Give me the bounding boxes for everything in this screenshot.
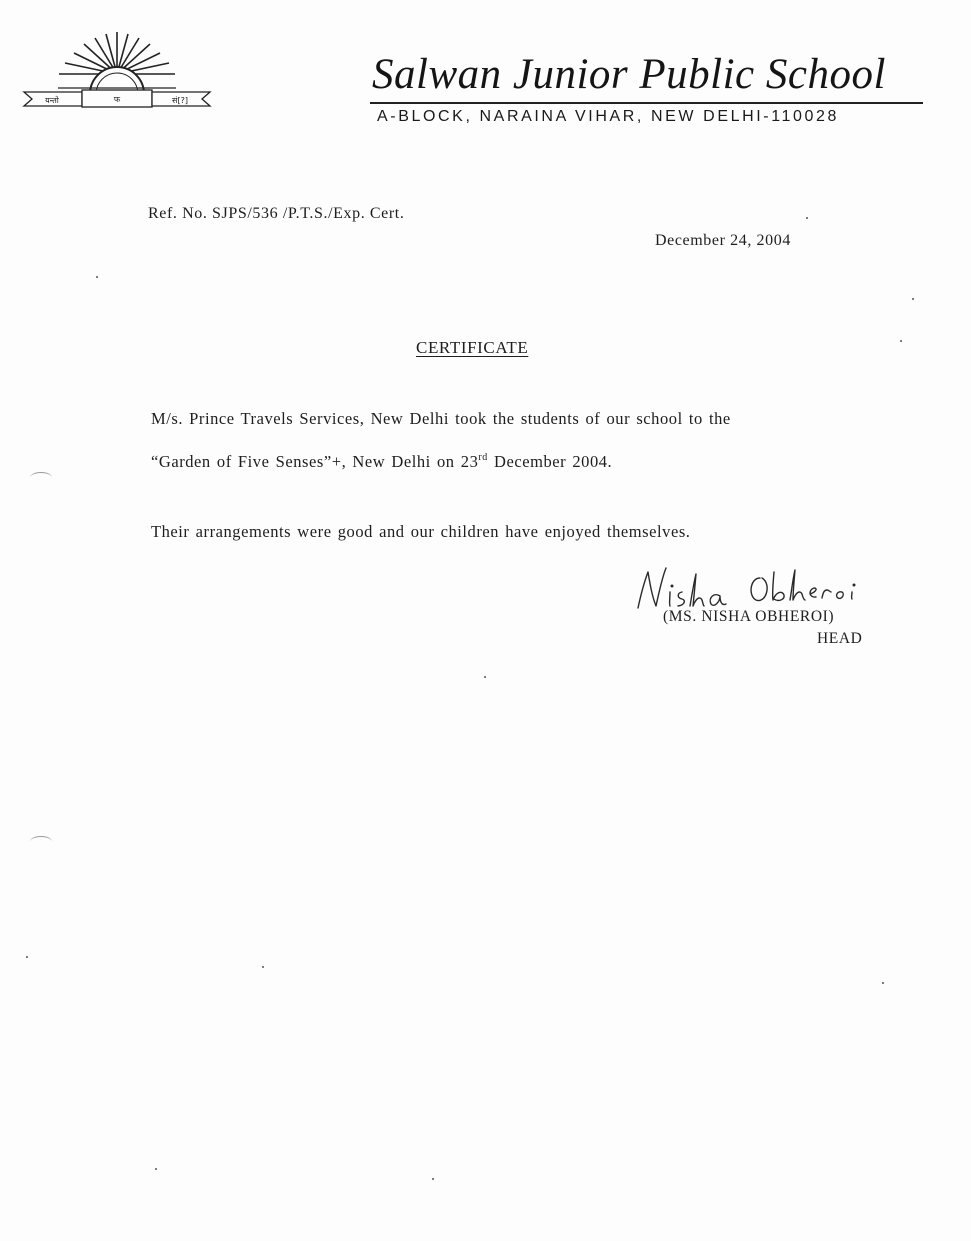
logo-banner-center-text: फ [113,95,121,104]
scan-speck [155,1168,157,1170]
school-address: A-BLOCK, NARAINA VIHAR, NEW DELHI-110028 [377,108,840,125]
scan-speck [912,298,914,300]
scan-speck [432,1178,434,1180]
school-name: Salwan Junior Public School [372,51,886,98]
body-paragraph-line-1: M/s. Prince Travels Services, New Delhi took the students of our school to the [151,409,731,428]
scan-speck [882,982,884,984]
scan-speck [262,966,264,968]
signatory-name: (MS. NISHA OBHEROI) [663,608,835,625]
body-paragraph-line-3: Their arrangements were good and our children have enjoyed themselves. [151,522,691,541]
line-2-start: “Garden of Five Senses”+, New Delhi on 23 [151,452,479,471]
scan-speck [96,276,98,278]
logo-banner-right-text: सं[?] [172,96,188,105]
header-divider [370,102,923,104]
scan-speck [26,956,28,958]
signatory-title: HEAD [817,630,863,647]
body-paragraph-line-2 [151,452,612,472]
letter-date: December 24, 2004 [655,232,791,249]
scan-speck [806,217,808,219]
logo-banner-left-text: यन्तो [45,96,59,105]
scan-speck [900,340,902,342]
reference-number: Ref. No. SJPS/536 /P.T.S./Exp. Cert. [148,205,405,222]
punch-hole-mark-top [30,472,52,483]
school-logo-sun-icon [22,28,212,118]
line-2-end: December 2004. [487,452,613,471]
ordinal-suffix: rd [478,452,488,463]
punch-hole-mark-bottom [30,836,52,847]
certificate-heading: CERTIFICATE [416,338,529,357]
scan-speck [484,676,486,678]
